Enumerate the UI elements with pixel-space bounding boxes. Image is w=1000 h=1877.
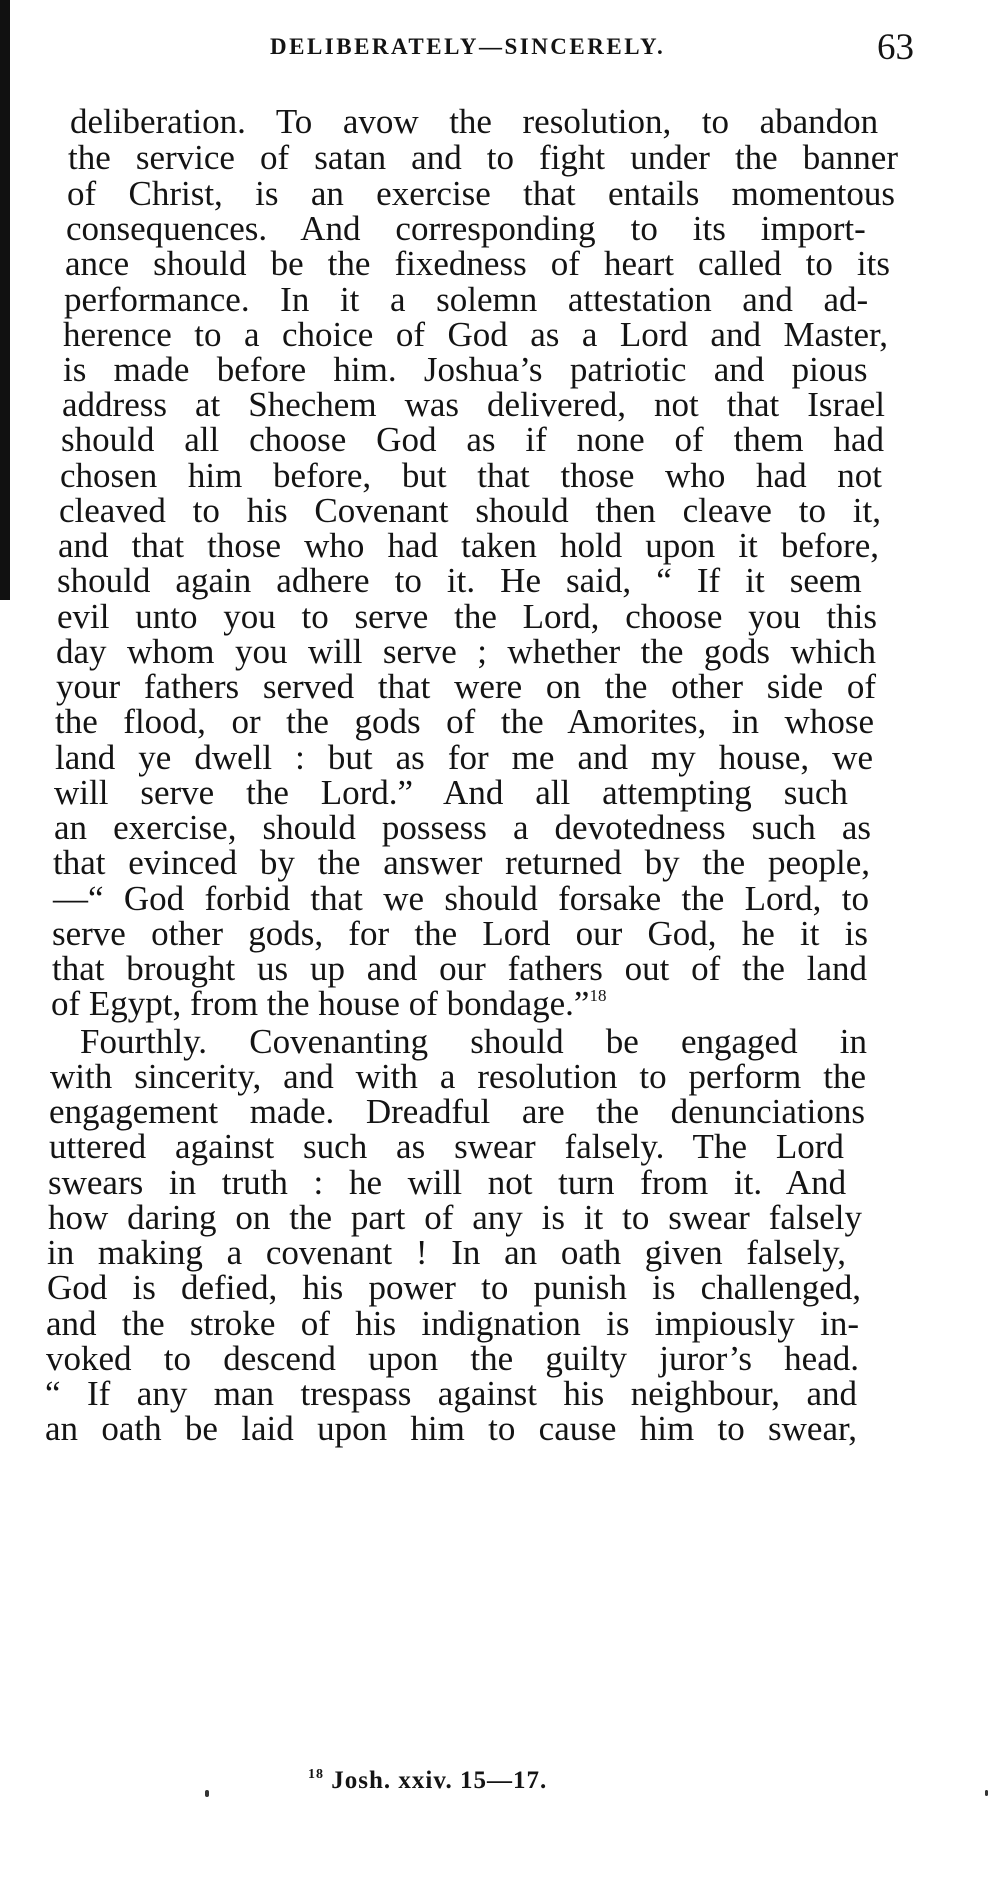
footnote-citation: Josh. xxiv. 15—17. xyxy=(331,1767,548,1794)
text-line: consequences. And corresponding to its import- xyxy=(66,209,866,248)
footnote-marker: 18 xyxy=(308,1767,324,1782)
text-line: the service of satan and to fight under the banner xyxy=(68,138,898,177)
text-line: with sincerity, and with a resolution to perform the xyxy=(50,1057,866,1096)
text-line: chosen him before, but that those who had not xyxy=(60,456,882,495)
text-line: ance should be the fixedness of heart called to its xyxy=(65,244,890,283)
footnote-reference: 18 xyxy=(589,986,607,1005)
page-number: 63 xyxy=(877,27,914,68)
text-line: “ If any man trespass against his neighbour, and xyxy=(45,1374,857,1413)
text-line: that brought us up and our fathers out of the land xyxy=(52,949,867,988)
text-line: of Egypt, from the house of bondage.” xyxy=(51,984,590,1023)
text-line: land ye dwell : but as for me and my house, we xyxy=(55,738,873,777)
running-head: DELIBERATELY—SINCERELY. xyxy=(270,34,666,59)
text-line: day whom you will serve ; whether the gods which xyxy=(56,632,876,671)
text-line: an exercise, should possess a devotedness such as xyxy=(54,808,871,847)
paragraph-start-line: Fourthly. Covenanting should be engaged in xyxy=(80,1022,867,1061)
text-line: and that those who had taken hold upon it before, xyxy=(58,526,879,565)
print-speck xyxy=(205,1790,209,1797)
text-line-with-footnote-ref xyxy=(51,984,606,1024)
text-line: God is defied, his power to punish is challenged, xyxy=(47,1268,861,1307)
text-line: the flood, or the gods of the Amorites, in whose xyxy=(55,702,874,741)
text-line: your fathers served that were on the other side of xyxy=(56,667,876,706)
text-line: in making a covenant ! In an oath given falsely, xyxy=(47,1233,847,1272)
text-line: should all choose God as if none of them had xyxy=(61,420,884,459)
print-speck xyxy=(985,1790,988,1796)
text-line: that evinced by the answer returned by the people, xyxy=(53,843,870,882)
text-line: an oath be laid upon him to cause him to swear, xyxy=(45,1409,857,1448)
text-line: address at Shechem was delivered, not that Israel xyxy=(62,385,885,424)
text-line: evil unto you to serve the Lord, choose you this xyxy=(57,597,877,636)
text-line: is made before him. Joshua’s patriotic and pious xyxy=(63,350,868,389)
text-line: —“ God forbid that we should forsake the Lord, to xyxy=(53,879,869,918)
text-line: serve other gods, for the Lord our God, he it is xyxy=(52,914,868,953)
footnote xyxy=(308,1767,547,1795)
text-line: of Christ, is an exercise that entails momentous xyxy=(67,174,895,213)
text-line: swears in truth : he will not turn from it. And xyxy=(48,1163,847,1202)
text-line: uttered against such as swear falsely. The Lord xyxy=(49,1127,844,1166)
text-line: and the stroke of his indignation is impiously in- xyxy=(46,1304,859,1343)
text-line: should again adhere to it. He said, “ If it seem xyxy=(57,561,862,600)
text-line: performance. In it a solemn attestation and ad- xyxy=(64,280,869,319)
text-line: cleaved to his Covenant should then cleave to it, xyxy=(59,491,881,530)
text-line: engagement made. Dreadful are the denunciations xyxy=(49,1092,865,1131)
text-line: will serve the Lord.” And all attempting such xyxy=(54,773,848,812)
text-line: herence to a choice of God as a Lord and Master, xyxy=(63,315,888,354)
text-line: deliberation. To avow the resolution, to abandon xyxy=(70,102,879,141)
text-line: how daring on the part of any is it to swear falsely xyxy=(48,1198,862,1237)
text-line: voked to descend upon the guilty juror’s head. xyxy=(46,1339,859,1378)
binding-edge xyxy=(0,0,10,600)
